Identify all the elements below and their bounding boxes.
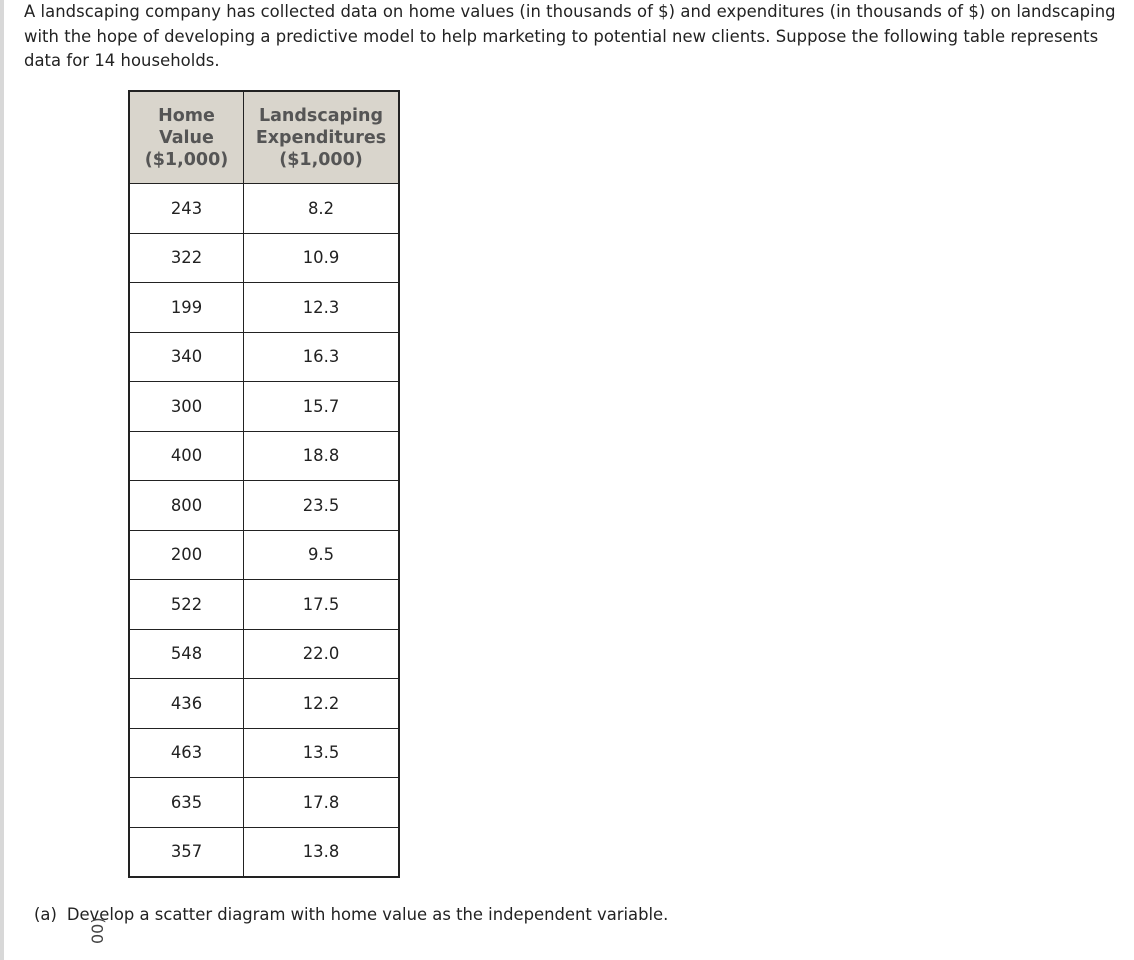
expenditure-cell: 9.5: [244, 530, 400, 580]
expenditure-cell: 15.7: [244, 382, 400, 432]
table-row: [129, 530, 399, 580]
home-value-cell: 800: [129, 481, 244, 531]
question-text: Develop a scatter diagram with home value as the independent variable.: [66, 905, 669, 924]
table-row: [129, 778, 399, 828]
header-line: ($1,000): [144, 149, 229, 170]
expenditure-cell: 22.0: [244, 629, 400, 679]
header-line: Value: [159, 127, 214, 148]
expenditure-cell: 17.8: [244, 778, 400, 828]
table-body: [129, 184, 399, 878]
home-value-cell: 635: [129, 778, 244, 828]
header-line: Home: [158, 105, 215, 126]
table-row: [129, 332, 399, 382]
home-value-cell: 340: [129, 332, 244, 382]
problem-intro: A landscaping company has collected data on home values (in thousands of $) and expenditures (in thousands of $) on landscaping with the hope of developing a predictive model to help marketing to potential new clients. Suppose the following table represents data for 14 households.: [24, 2, 1116, 70]
table-row: [129, 827, 399, 877]
home-value-cell: 200: [129, 530, 244, 580]
header-line: Expenditures: [255, 127, 387, 148]
home-value-cell: 199: [129, 283, 244, 333]
expenditure-cell: 13.8: [244, 827, 400, 877]
home-value-cell: 436: [129, 679, 244, 729]
home-value-cell: 357: [129, 827, 244, 877]
home-value-cell: 548: [129, 629, 244, 679]
scatter-axis-label-fragment: 00): [88, 917, 107, 944]
table-row: [129, 679, 399, 729]
header-line: Landscaping: [258, 105, 384, 126]
table-row: [129, 431, 399, 481]
expenditure-cell: 12.2: [244, 679, 400, 729]
table-header-row: [129, 91, 399, 184]
home-value-cell: 463: [129, 728, 244, 778]
left-border-rule: [0, 0, 4, 960]
table-row: [129, 283, 399, 333]
home-value-cell: 243: [129, 184, 244, 234]
home-value-cell: 522: [129, 580, 244, 630]
header-home-value: [129, 91, 244, 184]
table-row: [129, 382, 399, 432]
household-data-table: [128, 90, 400, 878]
header-line: ($1,000): [279, 149, 363, 170]
table-row: [129, 728, 399, 778]
expenditure-cell: 18.8: [244, 431, 400, 481]
home-value-cell: 322: [129, 233, 244, 283]
home-value-cell: 400: [129, 431, 244, 481]
question-label: (a): [34, 905, 57, 924]
table-row: [129, 481, 399, 531]
question-a: [34, 903, 668, 927]
expenditure-cell: 23.5: [244, 481, 400, 531]
expenditure-cell: 12.3: [244, 283, 400, 333]
expenditure-cell: 10.9: [244, 233, 400, 283]
expenditure-cell: 16.3: [244, 332, 400, 382]
table-row: [129, 580, 399, 630]
table-row: [129, 629, 399, 679]
header-landscaping-expenditures: [244, 91, 400, 184]
table-row: [129, 233, 399, 283]
expenditure-cell: 8.2: [244, 184, 400, 234]
table-row: [129, 184, 399, 234]
home-value-cell: 300: [129, 382, 244, 432]
expenditure-cell: 17.5: [244, 580, 400, 630]
expenditure-cell: 13.5: [244, 728, 400, 778]
